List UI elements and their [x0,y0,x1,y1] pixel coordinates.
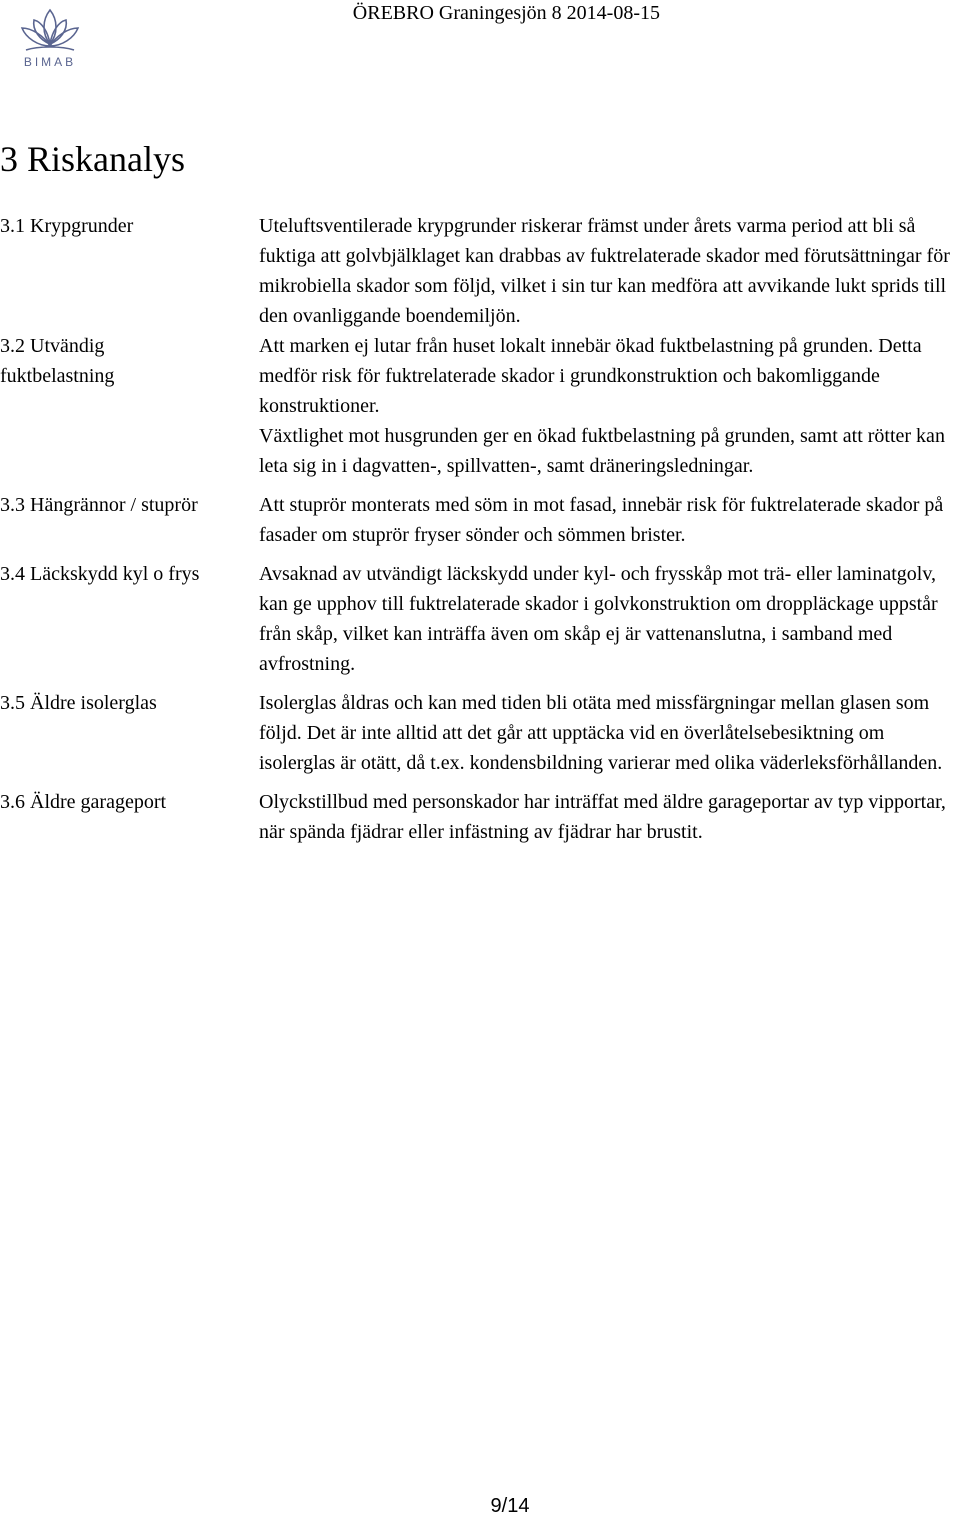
page-title: 3 Riskanalys [0,139,185,179]
section-body [259,787,960,847]
section-hangrannor-stupror [0,490,960,550]
section-body [259,490,960,550]
section-label: 3.6 Äldre garageport [0,791,167,813]
logo-text: BIMAB [23,55,77,69]
section-lackskydd [0,559,960,679]
section-label: 3.2 Utvändig fuktbelastning [0,335,115,387]
section-paragraph: Olyckstillbud med personskador har inträffat med äldre garageportar av typ vipportar, när spända fjädrar eller infästning av fjädrar har brustit. [259,791,946,843]
header-address: ÖREBRO Graningesjön 8 2014-08-15 [352,2,660,24]
section-paragraph: Uteluftsventilerade krypgrunder riskerar främst under årets varma period att bli så fuktiga att golvbjälklaget kan drabbas av fuktrelaterade skador med förutsättningar för mikrobiella skador som följd, vilket i sin tur kan medföra att avvikande lukt sprids till den ovanliggande boendemiljön. [259,215,950,327]
section-label: 3.5 Äldre isolerglas [0,692,157,714]
section-body [259,331,960,481]
risk-sections [0,211,960,847]
section-body [259,559,960,679]
section-body [259,688,960,778]
section-paragraph: Avsaknad av utvändigt läckskydd under kyl- och frysskåp mot trä- eller laminatgolv, kan ge upphov till fuktrelaterade skador i golvkonstruktion om droppläckage uppstår från skåp, vilket kan inträffa även om skåp ej är vattenanslutna, i samband med avfrostning. [259,563,938,675]
section-body [259,211,960,331]
section-paragraph: Att marken ej lutar från huset lokalt innebär ökad fuktbelastning på grunden. Detta medför risk för fuktrelaterade skador i grundkonstruktion och bakomliggande konstruktioner. [259,335,922,417]
lotus-icon [12,6,88,56]
section-label: 3.4 Läckskydd kyl o frys [0,563,200,585]
bimab-logo [12,6,88,72]
page-number: 9/14 [490,1495,530,1517]
section-paragraph: Isolerglas åldras och kan med tiden bli otäta med missfärgningar mellan glasen som följd. Det är inte alltid att det går att upptäcka vid en överlåtelsebesiktning om isolerglas är otätt, då t.ex. kondensbildning varierar med olika väderleksförhållanden. [259,692,943,774]
section-krypgrunder [0,211,960,331]
section-paragraph: Att stuprör monterats med söm in mot fasad, innebär risk för fuktrelaterade skador på fasader om stuprör fryser sönder och sömmen brister. [259,494,944,546]
section-aldre-garageport [0,787,960,847]
section-utvandig-fuktbelastning [0,331,960,481]
section-label: 3.3 Hängrännor / stuprör [0,494,198,516]
section-label: 3.1 Krypgrunder [0,215,134,237]
section-aldre-isolerglas [0,688,960,778]
section-paragraph: Växtlighet mot husgrunden ger en ökad fuktbelastning på grunden, samt att rötter kan leta sig in i dagvatten-, spillvatten-, samt dräneringsledningar. [259,425,945,477]
